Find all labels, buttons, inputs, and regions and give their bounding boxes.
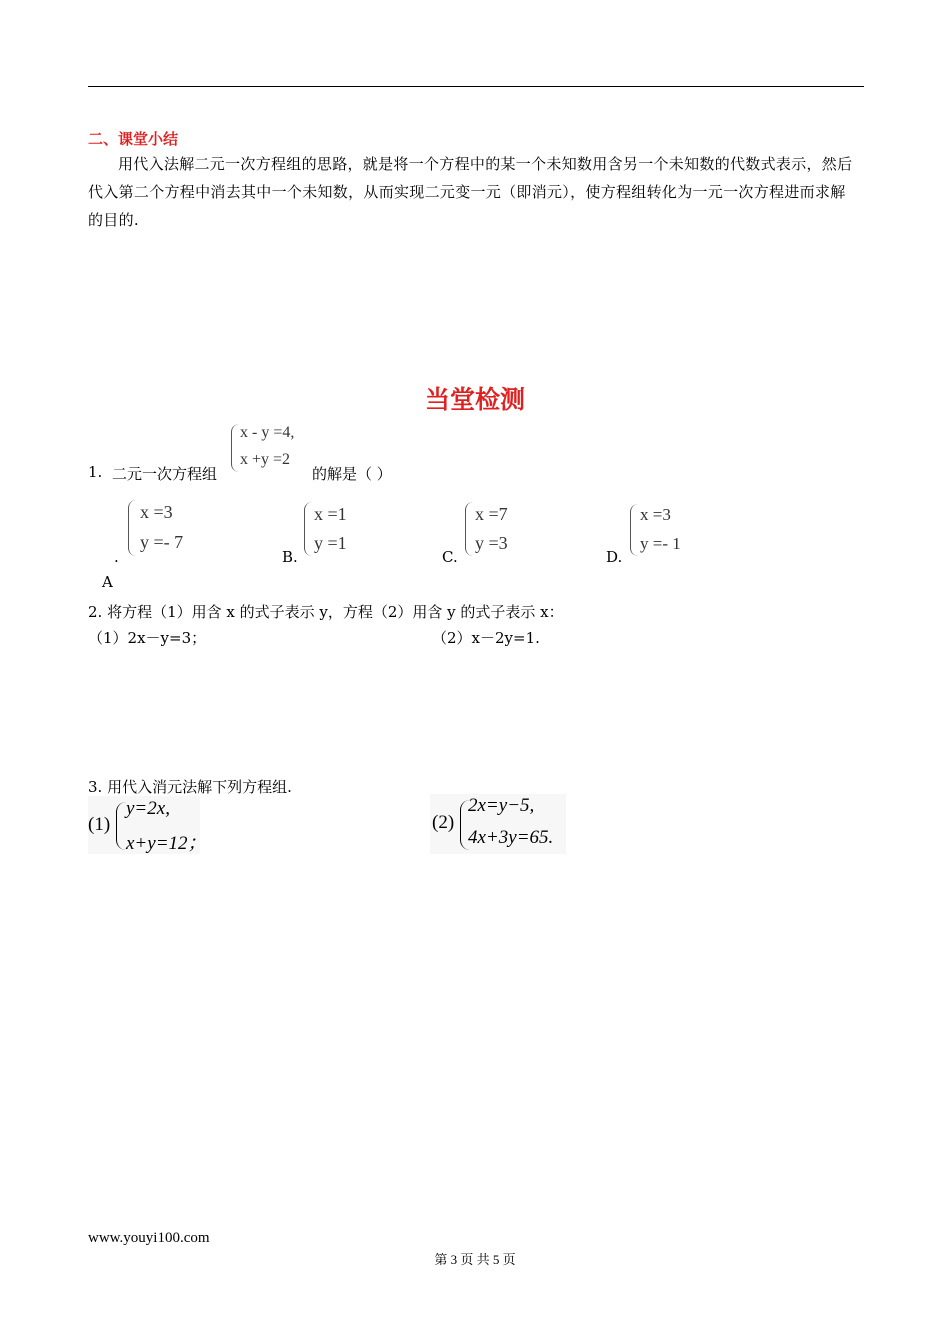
option-c-brace [465, 502, 474, 556]
option-d-eq2: y =- 1 [640, 534, 681, 553]
q3-s1-eq1: y=2x, [126, 798, 170, 819]
q1-tail: 的解是（ ） [312, 465, 392, 483]
q3-s2-label: (2) [432, 812, 455, 833]
q2-part1: （1）2x－y=3； [88, 629, 207, 647]
option-b-eq1: x =1 [314, 504, 347, 524]
option-a-dot: . [114, 548, 119, 566]
option-b-eq2: y =1 [314, 533, 347, 553]
header-rule [88, 86, 864, 87]
footer-site[interactable]: www.youyi100.com [88, 1230, 210, 1246]
option-a-label[interactable]: A [102, 573, 113, 591]
option-d-label[interactable]: D. [606, 548, 623, 566]
test-title: 当堂检测 [424, 385, 525, 414]
q3-system-1 [88, 796, 207, 854]
option-b-label[interactable]: B. [282, 548, 298, 566]
q2-part2: （2）x－2y=1. [432, 629, 540, 647]
option-a-brace [128, 500, 137, 556]
q1-number: 1. [88, 463, 103, 481]
option-c-eq2: y =3 [475, 533, 508, 553]
summary-paragraph: 用代入法解二元一次方程组的思路，就是将一个方程中的某一个未知数用含另一个未知数的代数式表示，然后代入第二个方程中消去其中一个未知数，从而实现二元变一元（即消元），使方程组转化为一元一次方程进而求解的目的. [88, 155, 853, 229]
footer-page-number: 第 3 页 共 5 页 [434, 1252, 516, 1267]
q3-s1-eq2: x+y=12； [126, 833, 207, 854]
q3-system-2 [430, 794, 566, 854]
option-c-label[interactable]: C. [442, 548, 458, 566]
q1-eq1: x - y =4, [240, 424, 295, 441]
option-a-eq1: x =3 [140, 502, 173, 522]
q2-text: 2. 将方程（1）用含 x 的式子表示 y，方程（2）用含 y 的式子表示 x： [88, 603, 564, 621]
q3-s2-eq1: 2x=y−5, [468, 795, 535, 816]
q3-text: 3. 用代入消元法解下列方程组. [88, 778, 292, 796]
q1-brace [231, 424, 240, 472]
section-title: 二、课堂小结 [88, 130, 179, 148]
option-b-brace [304, 502, 313, 556]
q3-s2-eq2: 4x+3y=65. [468, 827, 554, 848]
option-a-eq2: y =- 7 [140, 532, 184, 552]
option-d-eq1: x =3 [640, 505, 671, 524]
option-c-eq1: x =7 [475, 504, 508, 524]
q1-text: 二元一次方程组 [112, 465, 218, 483]
q3-s1-label: (1) [88, 814, 111, 835]
option-d-brace [630, 504, 639, 556]
q1-eq2: x +y =2 [240, 451, 291, 468]
